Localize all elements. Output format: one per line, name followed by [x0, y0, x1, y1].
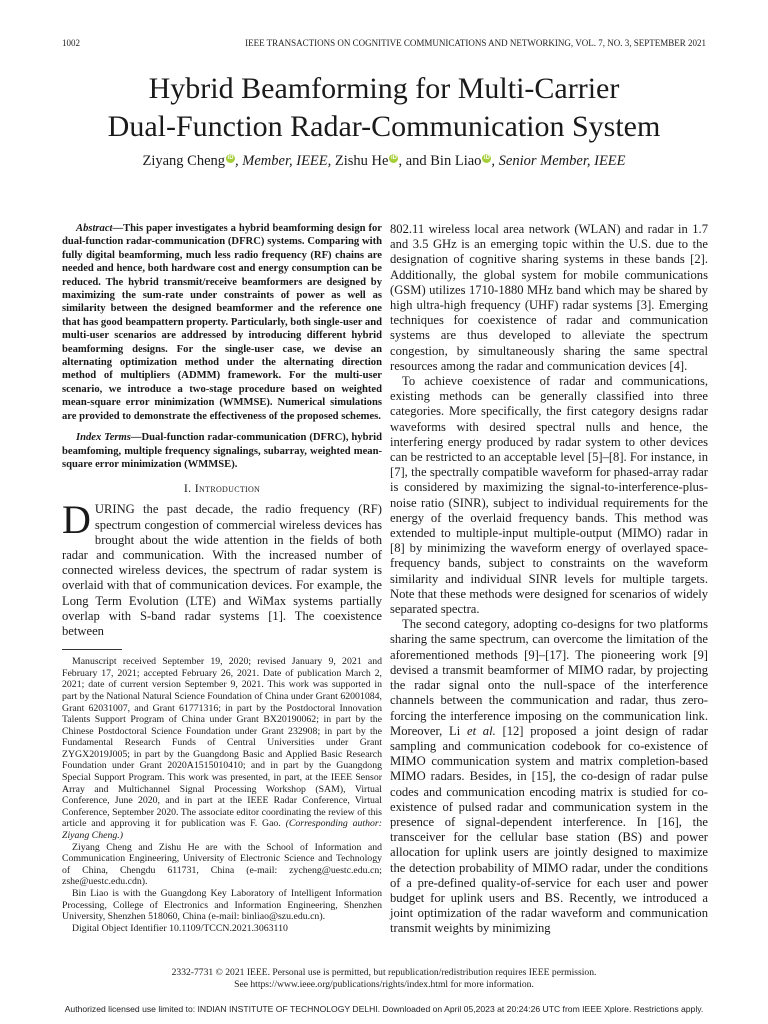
section-heading: [62, 481, 382, 496]
body-paragraph: 802.11 wireless local area network (WLAN) and radar in 1.7 and 3.5 GHz is an emerging topic within the U.S. due to the designation of cognitive sharing systems in these bands [2]. Additionally, the global system for mobile communications (GSM) utilizes 1710-1880 MHz band which may be shared by high ultra-high frequency (UHF) radar systems [3]. Emerging techniques for coexistence of radar and communication systems are thus developed to alleviate the spectrum congestion, by simultaneously sharing the same spectral resources among the radar and communication devices [4].: [390, 222, 708, 373]
section-title: Introduction: [194, 481, 261, 496]
orcid-icon[interactable]: iD: [227, 155, 234, 162]
paper-title: [60, 70, 708, 146]
license-notice: Authorized licensed use limited to: INDIAN INSTITUTE OF TECHNOLOGY DELHI. Downloaded on April 05,2023 at 20:24:26 UTC from IEEE Xplore. Restrictions apply.: [64, 1004, 704, 1014]
left-column: [62, 222, 382, 934]
abstract-label: Abstract: [76, 223, 113, 234]
author-name: , and Bin Liao: [398, 153, 482, 169]
body-text: [12] proposed a joint design of radar sampling and communication codebook for co-existence of MIMO communication system and matrix completion-based MIMO radars. Besides, in [15], the co-design of radar pulse codes and communication encoding matrix is studied for co-existence of pulsed radar and communication system in the presence of signal-dependent interference. In [16], the transceiver for the cellular base station (BS) and power allocation for uplink users are jointly designed to maximize the detection probability of MIMO radar, under the conditions of a pre-defined quality-of-service for each user and power budget for uplink users and BS. Recently, we introduced a joint optimization of the radar waveform and communication transmit weights by minimizing: [390, 723, 709, 936]
title-line-1: Hybrid Beamforming for Multi-Carrier: [148, 72, 620, 105]
footnote-doi: Digital Object Identifier 10.1109/TCCN.2021.3063110: [72, 922, 288, 934]
body-text-italic: et al.: [466, 723, 496, 738]
footnote-text: Manuscript received September 19, 2020; revised January 9, 2021 and February 17, 2021; accepted February 26, 2021. Date of publication March 2, 2021; date of current version September 9, 2021. This work was supported in part by the National Natural Science Foundation of China under Grant 62001084, Grant 62031007, and Grant 61771316; in part by the Postdoctoral Innovation Talents Support Program of China under Grant BX20190062; in part by the Chinese Postdoctoral Science Foundation under Grant 232908; in part by the Fundamental Research Funds of Central Universities under Grant ZYGX2019J005; in part by the Guangdong Basic and Applied Basic Research Foundation under Grant 2020A1515010410; and in part by the Guangdong Special Support Program. This work was presented, in part, at the IEEE Sensor Array and Multichannel Signal Processing Workshop (SAM), Virtual Conference, June 2020, and in part at the IEEE Radar Conference, Virtual Conference, September 2020. The associate editor coordinating the review of this article and approving it for publication was F. Gao.: [62, 656, 382, 830]
body-paragraph: To achieve coexistence of radar and communications, existing methods can be generally classified into three categories. More specifically, the first category designs radar waveforms with desired spectral nulls and hence, the interfering energy produced by radar system to other devices can be restricted to an acceptable level [5]–[8]. For instance, in [7], the spectrally compatible waveform for phased-array radar is considered by maximizing the signal-to-interference-plus-noise ratio (SINR), subject to individual requirements for the energy of the overlaid frequency bands. This method was extended to multiple-input multiple-output (MIMO) radar in [8] by minimizing the waveform energy of overlayed space-frequency bands, subject to constraints on the waveform similarity and individual SINR levels for multiple targets. Note that these methods were designed for scenarios of widely separated spectra.: [390, 374, 708, 617]
drop-cap: D: [62, 497, 91, 543]
author-name: Ziyang Cheng: [142, 153, 226, 169]
corresponding-author: (Corresponding author: Ziyang Cheng.): [62, 818, 382, 842]
intro-text: URING the past decade, the radio frequency (RF) spectrum congestion of commercial wireless devices has brought about the wide attention in the fields of both radar and communication. With the increased number of connected wireless devices, the spectrum of radar system is overlaid with that of communication devices. For example, the Long Term Evolution (LTE) and WiMax systems partially overlap with S-band radar systems [1]. The coexistence between: [62, 502, 382, 638]
title-line-2: Dual-Function Radar-Communication System: [107, 110, 661, 143]
section-number: I.: [183, 481, 192, 496]
index-terms: [62, 431, 382, 471]
footnote-manuscript: [62, 656, 382, 842]
copyright-line: 2332-7731 © 2021 IEEE. Personal use is permitted, but republication/redistribution requires IEEE permission.: [171, 967, 597, 978]
author-name: Zishu He: [331, 153, 389, 169]
running-header: IEEE TRANSACTIONS ON COGNITIVE COMMUNICATIONS AND NETWORKING, VOL. 7, NO. 3, SEPTEMBER 2021: [245, 38, 706, 48]
abstract-text: —This paper investigates a hybrid beamforming design for dual-function radar-communication (DFRC) systems. Comparing with fully digital beamforming, much less radio frequency (RF) chains are needed and hence, both hardware cost and energy consumption can be reduced. The hybrid transmit/receive beamformers are designed by maximizing the sum-rate under constraints of power as well as similarity between the designed beamformer and the reference one that has good beampattern property. Particularly, both single-user and multi-user scenarios are addressed by introducing different hybrid beamforming designs. For the single-user case, we devise an alternating optimization method under the alternating direction method of multipliers (ADMM) framework. For the multi-user scenario, we introduce a two-stage procedure based on weighted mean-square error minimization (WMMSE). Numerical simulations are provided to demonstrate the effectiveness of the proposed schemes.: [62, 223, 382, 422]
orcid-icon[interactable]: iD: [390, 155, 397, 162]
body-text: The second category, adopting co-designs for two platforms sharing the same spectrum, can overcome the limitation of the aforementioned methods [9]–[17]. The pioneering work [9] devised a transmit beamformer of MIMO radar, by projecting the radar signal onto the null-space of the interference channels between the communication and radar, thus zero-forcing the interference imposing on the communication link. Moreover, Li: [390, 617, 708, 738]
copyright-notice: [60, 967, 708, 991]
page-number: 1002: [62, 38, 80, 48]
author-role: , Senior Member, IEEE: [491, 153, 626, 169]
right-column: [390, 222, 708, 937]
footnote-affiliation-1: Ziyang Cheng and Zishu He are with the School of Information and Communication Engineering, University of Electronic Science and Technology of China, Chengdu 611731, China (e-mail: zycheng@uestc.edu.cn; zshe@uestc.edu.cdn).: [62, 841, 382, 888]
orcid-icon[interactable]: iD: [483, 155, 490, 162]
index-terms-text: —Dual-function radar-communication (DFRC), hybrid beamfoming, multiple frequency signalings, subarray, weighted mean-square error minimization (WMMSE).: [62, 432, 382, 470]
footnote-affiliation-2: Bin Liao is with the Guangdong Key Laboratory of Intelligent Information Processing, College of Electronics and Information Engineering, Shenzhen University, Shenzhen 518060, China (e-mail: binliao@szu.edu.cn).: [62, 888, 382, 923]
abstract: [62, 222, 382, 423]
intro-paragraph: [62, 497, 382, 639]
author-role: , Member, IEEE,: [235, 153, 332, 169]
author-list: [60, 152, 708, 170]
footnote-rule: [62, 649, 122, 650]
rights-link[interactable]: See https://www.ieee.org/publications/rights/index.html for more information.: [234, 979, 534, 990]
index-terms-label: Index Terms: [76, 432, 131, 444]
body-paragraph: [390, 617, 708, 936]
